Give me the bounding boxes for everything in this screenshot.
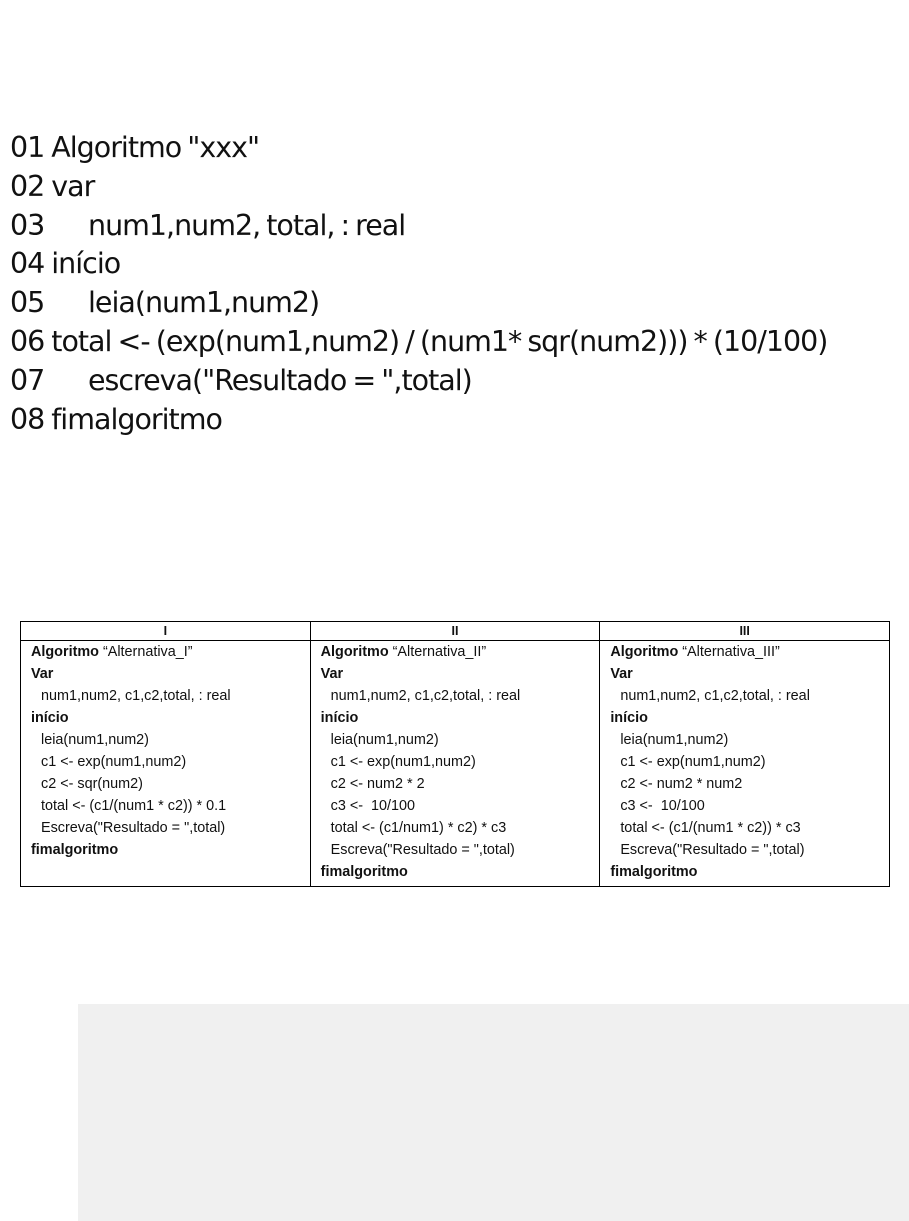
- statement-text: c1 <- exp(num1,num2): [41, 754, 187, 770]
- code-text: var: [51, 169, 95, 203]
- line-number: 03: [10, 208, 45, 242]
- algorithm-line: [31, 751, 310, 773]
- code-text: leia(num1,num2): [88, 286, 320, 320]
- statement-text: leia(num1,num2): [41, 732, 149, 748]
- code-text: início: [51, 247, 121, 281]
- line-number: 07: [10, 363, 45, 397]
- algorithm-line: [321, 707, 600, 729]
- statement-text: leia(num1,num2): [620, 732, 729, 748]
- algorithm-line: [610, 707, 889, 729]
- code-line: [10, 323, 905, 362]
- statement-text: total <- (c1/(num1 * c2)) * c3: [620, 820, 801, 836]
- keyword: Algoritmo: [31, 644, 99, 660]
- keyword: início: [610, 710, 648, 726]
- code-line: [10, 401, 905, 440]
- keyword: Var: [31, 666, 54, 682]
- keyword: Algoritmo: [320, 644, 389, 660]
- algorithm-line: [31, 729, 310, 751]
- column-header-ii: II: [310, 622, 600, 641]
- algorithm-line: [31, 839, 310, 861]
- algorithm-line: [321, 839, 600, 861]
- statement-text: Escreva("Resultado = ",total): [330, 842, 515, 858]
- statement-text: c1 <- exp(num1,num2): [330, 754, 476, 770]
- code-line: [10, 129, 905, 168]
- keyword: Algoritmo: [610, 644, 679, 660]
- code-line: [10, 284, 905, 323]
- algorithm-line: [610, 795, 889, 817]
- algorithm-line: [31, 641, 310, 663]
- algorithm-line: [321, 751, 600, 773]
- algorithm-line: [321, 685, 600, 707]
- statement-text: c2 <- sqr(num2): [41, 776, 143, 792]
- algorithm-line: [321, 663, 600, 685]
- algorithm-line: [610, 839, 889, 861]
- code-line: [10, 362, 905, 401]
- algorithm-line: [610, 729, 889, 751]
- algorithm-line: [321, 729, 600, 751]
- column-header-iii: III: [600, 622, 890, 641]
- code-line: [10, 245, 905, 284]
- code-listing: [10, 129, 905, 439]
- algorithm-line: [31, 773, 310, 795]
- keyword: fimalgoritmo: [320, 864, 408, 880]
- column-header-i: I: [21, 622, 311, 641]
- line-number: 06: [10, 324, 45, 358]
- alternative-iii-cell: [600, 641, 890, 887]
- algorithm-line: [321, 861, 600, 883]
- code-text: fimalgoritmo: [51, 402, 222, 436]
- algorithm-line: [610, 751, 889, 773]
- alternative-ii-cell: [310, 641, 600, 887]
- table-header-row: [21, 622, 890, 641]
- algorithm-line: [610, 663, 889, 685]
- algorithm-line: [31, 795, 310, 817]
- keyword: fimalgoritmo: [610, 864, 698, 880]
- statement-text: total <- (c1/num1) * c2) * c3: [330, 820, 507, 836]
- algorithm-line: [31, 817, 310, 839]
- code-line: [10, 207, 905, 246]
- keyword: fimalgoritmo: [31, 842, 119, 858]
- statement-text: num1,num2, c1,c2,total, : real: [620, 688, 810, 704]
- algorithm-line: [321, 641, 600, 663]
- table-body-row: [21, 641, 890, 887]
- algorithm-line: [610, 861, 889, 883]
- line-number: 01: [10, 131, 45, 164]
- code-text: escreva("Resultado = ",total): [88, 363, 472, 397]
- keyword: início: [320, 710, 359, 726]
- line-number: 05: [10, 286, 45, 320]
- statement-text: c2 <- num2 * num2: [620, 776, 743, 792]
- algorithm-line: [321, 817, 600, 839]
- algorithm-line: [31, 707, 310, 729]
- algorithm-line: [31, 663, 310, 685]
- algorithm-line: [321, 773, 600, 795]
- statement-text: Escreva("Resultado = ",total): [620, 842, 805, 858]
- algorithm-line: [610, 773, 889, 795]
- statement-text: num1,num2, c1,c2,total, : real: [330, 688, 521, 704]
- statement-text: c1 <- exp(num1,num2): [620, 754, 766, 770]
- code-line: [10, 168, 905, 207]
- algorithm-line: [610, 641, 889, 663]
- code-text: num1,num2, total, : real: [88, 208, 406, 242]
- algorithm-line: [610, 817, 889, 839]
- algorithm-line: [321, 795, 600, 817]
- keyword: Var: [320, 666, 344, 682]
- statement-text: num1,num2, c1,c2,total, : real: [41, 688, 231, 704]
- statement-text: c2 <- num2 * 2: [330, 776, 425, 792]
- statement-text: “Alternativa_III”: [678, 644, 780, 660]
- statement-text: “Alternativa_II”: [388, 644, 487, 660]
- line-number: 08: [10, 402, 45, 436]
- code-text: total <- (exp(num1,num2) / (num1* sqr(num2))) * (10/100): [51, 324, 828, 358]
- keyword: início: [31, 710, 69, 726]
- statement-text: Escreva("Resultado = ",total): [41, 820, 226, 836]
- statement-text: c3 <- 10/100: [620, 798, 705, 814]
- alternatives-table: [20, 621, 890, 887]
- statement-text: leia(num1,num2): [330, 732, 439, 748]
- line-number: 04: [10, 247, 45, 281]
- answer-panel: [78, 1004, 909, 1221]
- alternative-i-cell: [21, 641, 311, 887]
- algorithm-line: [610, 685, 889, 707]
- statement-text: “Alternativa_I”: [98, 644, 193, 660]
- algorithm-line: [31, 685, 310, 707]
- code-text: Algoritmo "xxx": [51, 131, 260, 164]
- line-number: 02: [10, 169, 45, 203]
- keyword: Var: [610, 666, 633, 682]
- statement-text: total <- (c1/(num1 * c2)) * 0.1: [41, 798, 227, 814]
- statement-text: c3 <- 10/100: [330, 798, 416, 814]
